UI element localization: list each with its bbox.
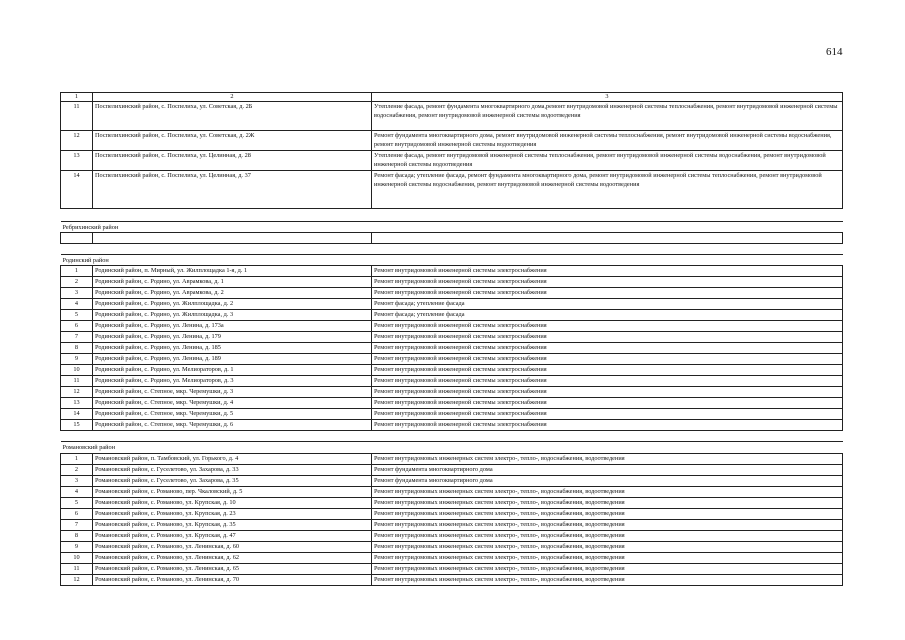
row-address: Родинский район, с. Родино, ул. Ленина, д. 179 <box>93 332 372 343</box>
row-works: Ремонт фундамента многоквартирного дома <box>372 464 843 475</box>
row-works: Ремонт фасада; утепление фасада, ремонт фундамента многоквартирного дома, ремонт внутридомовой инженерной системы теплоснабжения, ремонт внутридомовой инженерной системы водоснабжения, ремонт внутридомовой инженерной системы водоотведения <box>372 170 843 208</box>
row-works: Ремонт фундамента многоквартирного дома <box>372 475 843 486</box>
district-rodinsky-label: Родинский район <box>61 255 843 266</box>
district-rodinsky <box>61 255 843 266</box>
row-address: Родинский район, с. Родино, ул. Мелиораторов, д. 1 <box>93 365 372 376</box>
row-works: Ремонт внутридомовых инженерных систем электро-, тепло-, водоснабжения, водоотведения <box>372 574 843 585</box>
row-number: 11 <box>61 102 93 131</box>
row-works: Ремонт внутридомовой инженерной системы электроснабжения <box>372 398 843 409</box>
table-row <box>61 354 843 365</box>
table-row <box>61 343 843 354</box>
row-number: 12 <box>61 574 93 585</box>
row-number: 15 <box>61 420 93 431</box>
table-row <box>61 574 843 585</box>
table-row <box>61 310 843 321</box>
row-number: 14 <box>61 409 93 420</box>
row-works: Ремонт внутридомовых инженерных систем электро-, тепло-, водоснабжения, водоотведения <box>372 563 843 574</box>
row-number: 12 <box>61 387 93 398</box>
row-works: Ремонт внутридомовой инженерной системы электроснабжения <box>372 354 843 365</box>
row-works: Ремонт внутридомовой инженерной системы электроснабжения <box>372 343 843 354</box>
row-number: 11 <box>61 563 93 574</box>
row-address: Родинский район, с. Родино, ул. Мелиораторов, д. 3 <box>93 376 372 387</box>
district-romanovsky-label: Романовский район <box>61 442 843 453</box>
spacer-cell <box>61 208 843 221</box>
row-address: Романовский район, с. Романово, ул. Крупская, д. 35 <box>93 519 372 530</box>
row-address: Поспелихинский район, с. Поспелиха, ул. Советская, д. 2Б <box>93 102 372 131</box>
district-rebrikhinsky <box>61 221 843 232</box>
column-header-3: 3 <box>372 93 843 102</box>
row-address: Поспелихинский район, с. Поспелиха, ул. Целинная, д. 28 <box>93 150 372 170</box>
row-address: Романовский район, п. Тамбовский, ул. Горького, д. 4 <box>93 453 372 464</box>
row-number: 6 <box>61 321 93 332</box>
row-works: Утепление фасада, ремонт внутридомовой инженерной системы теплоснабжения, ремонт внутридомовой инженерной системы водоснабжения, ремонт внутридомовой инженерной системы водоотведения <box>372 150 843 170</box>
spacer-row <box>61 431 843 442</box>
row-number: 5 <box>61 497 93 508</box>
table-row <box>61 519 843 530</box>
table-row <box>61 387 843 398</box>
row-works: Ремонт внутридомовых инженерных систем электро-, тепло-, водоснабжения, водоотведения <box>372 552 843 563</box>
row-address: Романовский район, с. Романово, ул. Крупская, д. 23 <box>93 508 372 519</box>
table-row <box>61 563 843 574</box>
spacer-cell <box>61 431 843 442</box>
table-row <box>61 131 843 151</box>
table-row <box>61 376 843 387</box>
row-number: 9 <box>61 354 93 365</box>
table-row <box>61 475 843 486</box>
row-address: Родинский район, с. Родино, ул. Жилплощадка, д. 2 <box>93 299 372 310</box>
row-works: Ремонт фасада; утепление фасада <box>372 310 843 321</box>
row-works: Ремонт внутридомовой инженерной системы электроснабжения <box>372 332 843 343</box>
row-address: Поспелихинский район, с. Поспелиха, ул. Советская, д. 2Ж <box>93 131 372 151</box>
row-number: 10 <box>61 552 93 563</box>
row-number: 9 <box>61 541 93 552</box>
row-number: 4 <box>61 486 93 497</box>
empty-cell <box>372 233 843 244</box>
row-number: 2 <box>61 277 93 288</box>
table-row <box>61 150 843 170</box>
table-row <box>61 365 843 376</box>
row-works: Утепление фасада, ремонт фундамента многоквартирного дома,ремонт внутридомовой инженерной системы теплоснабжения, ремонт внутридомовой инженерной системы водоснабжения, ремонт внутридомовой инженерной системы водоотведения <box>372 102 843 131</box>
row-address: Романовский район, с. Романово, ул. Ленинская, д. 60 <box>93 541 372 552</box>
table-row <box>61 486 843 497</box>
row-works: Ремонт внутридомовых инженерных систем электро-, тепло-, водоснабжения, водоотведения <box>372 519 843 530</box>
row-number: 10 <box>61 365 93 376</box>
row-number: 7 <box>61 519 93 530</box>
table-row <box>61 497 843 508</box>
table-row <box>61 299 843 310</box>
table-row <box>61 332 843 343</box>
row-address: Поспелихинский район, с. Поспелиха, ул. Целинная, д. 37 <box>93 170 372 208</box>
row-address: Родинский район, с. Родино, ул. Аврамкова, д. 1 <box>93 277 372 288</box>
spacer-row <box>61 244 843 255</box>
table-row <box>61 420 843 431</box>
row-number: 8 <box>61 343 93 354</box>
row-address: Родинский район, с. Степное, мкр. Черемушки, д. 5 <box>93 409 372 420</box>
row-address: Романовский район, с. Гуселетово, ул. Захарова, д. 35 <box>93 475 372 486</box>
row-number: 14 <box>61 170 93 208</box>
row-works: Ремонт внутридомовой инженерной системы электроснабжения <box>372 409 843 420</box>
table-row <box>61 321 843 332</box>
row-works: Ремонт внутридомовых инженерных систем электро-, тепло-, водоснабжения, водоотведения <box>372 453 843 464</box>
row-works: Ремонт внутридомовой инженерной системы электроснабжения <box>372 321 843 332</box>
row-address: Романовский район, с. Романово, ул. Крупская, д. 47 <box>93 530 372 541</box>
row-address: Родинский район, с. Степное, мкр. Черемушки, д. 4 <box>93 398 372 409</box>
row-number: 8 <box>61 530 93 541</box>
table-row <box>61 102 843 131</box>
empty-cell <box>61 233 93 244</box>
empty-cell <box>93 233 372 244</box>
row-works: Ремонт внутридомовых инженерных систем электро-, тепло-, водоснабжения, водоотведения <box>372 508 843 519</box>
capital-repair-table <box>60 92 843 586</box>
table-row <box>61 398 843 409</box>
row-works: Ремонт внутридомовой инженерной системы электроснабжения <box>372 387 843 398</box>
table-row <box>61 453 843 464</box>
row-address: Романовский район, с. Романово, ул. Ленинская, д. 65 <box>93 563 372 574</box>
row-works: Ремонт фасада; утепление фасада <box>372 299 843 310</box>
row-address: Родинский район, с. Родино, ул. Ленина, д. 173а <box>93 321 372 332</box>
column-header-2: 2 <box>93 93 372 102</box>
row-number: 11 <box>61 376 93 387</box>
row-works: Ремонт внутридомовой инженерной системы электроснабжения <box>372 376 843 387</box>
empty-row <box>61 233 843 244</box>
row-works: Ремонт внутридомовых инженерных систем электро-, тепло-, водоснабжения, водоотведения <box>372 541 843 552</box>
row-works: Ремонт внутридомовой инженерной системы электроснабжения <box>372 277 843 288</box>
row-address: Родинский район, с. Родино, ул. Ленина, д. 189 <box>93 354 372 365</box>
district-rebrikhinsky-label: Ребрихинский район <box>61 221 843 232</box>
row-address: Романовский район, с. Романово, пер. Чкаловский, д. 5 <box>93 486 372 497</box>
table-row <box>61 170 843 208</box>
district-romanovsky <box>61 442 843 453</box>
row-address: Родинский район, с. Родино, ул. Жилплощадка, д. 3 <box>93 310 372 321</box>
table-row <box>61 409 843 420</box>
row-works: Ремонт внутридомовых инженерных систем электро-, тепло-, водоснабжения, водоотведения <box>372 486 843 497</box>
table-row <box>61 552 843 563</box>
row-works: Ремонт внутридомовой инженерной системы электроснабжения <box>372 420 843 431</box>
row-number: 13 <box>61 398 93 409</box>
row-number: 12 <box>61 131 93 151</box>
row-number: 13 <box>61 150 93 170</box>
table-row <box>61 530 843 541</box>
row-address: Романовский район, с. Романово, ул. Ленинская, д. 62 <box>93 552 372 563</box>
table-row <box>61 508 843 519</box>
row-works: Ремонт внутридомовой инженерной системы электроснабжения <box>372 266 843 277</box>
row-number: 6 <box>61 508 93 519</box>
row-works: Ремонт внутридомовой инженерной системы электроснабжения <box>372 288 843 299</box>
row-number: 2 <box>61 464 93 475</box>
column-header-row <box>61 93 843 102</box>
table-row <box>61 464 843 475</box>
row-works: Ремонт внутридомовых инженерных систем электро-, тепло-, водоснабжения, водоотведения <box>372 497 843 508</box>
spacer-row <box>61 208 843 221</box>
row-address: Романовский район, с. Романово, ул. Ленинская, д. 70 <box>93 574 372 585</box>
table-row <box>61 266 843 277</box>
table-row <box>61 277 843 288</box>
row-works: Ремонт внутридомовой инженерной системы электроснабжения <box>372 365 843 376</box>
row-number: 4 <box>61 299 93 310</box>
row-works: Ремонт фундамента многоквартирного дома, ремонт внутридомовой инженерной системы теплоснабжения, ремонт внутридомовой инженерной системы водоснабжения, ремонт внутридомовой инженерной системы водоотведения <box>372 131 843 151</box>
row-address: Родинский район, п. Мирный, ул. Жилплощадка 1-я, д. 1 <box>93 266 372 277</box>
row-number: 3 <box>61 288 93 299</box>
row-address: Родинский район, с. Родино, ул. Ленина, д. 185 <box>93 343 372 354</box>
column-header-1: 1 <box>61 93 93 102</box>
row-number: 1 <box>61 266 93 277</box>
row-number: 7 <box>61 332 93 343</box>
page-number: 614 <box>826 46 843 58</box>
row-address: Романовский район, с. Гуселетово, ул. Захарова, д. 33 <box>93 464 372 475</box>
row-address: Родинский район, с. Родино, ул. Аврамкова, д. 2 <box>93 288 372 299</box>
row-address: Родинский район, с. Степное, мкр. Черемушки, д. 3 <box>93 387 372 398</box>
table-row <box>61 541 843 552</box>
spacer-cell <box>61 244 843 255</box>
row-number: 5 <box>61 310 93 321</box>
row-address: Романовский район, с. Романово, ул. Крупская, д. 10 <box>93 497 372 508</box>
row-address: Родинский район, с. Степное, мкр. Черемушки, д. 6 <box>93 420 372 431</box>
table-row <box>61 288 843 299</box>
row-number: 1 <box>61 453 93 464</box>
row-works: Ремонт внутридомовых инженерных систем электро-, тепло-, водоснабжения, водоотведения <box>372 530 843 541</box>
row-number: 3 <box>61 475 93 486</box>
